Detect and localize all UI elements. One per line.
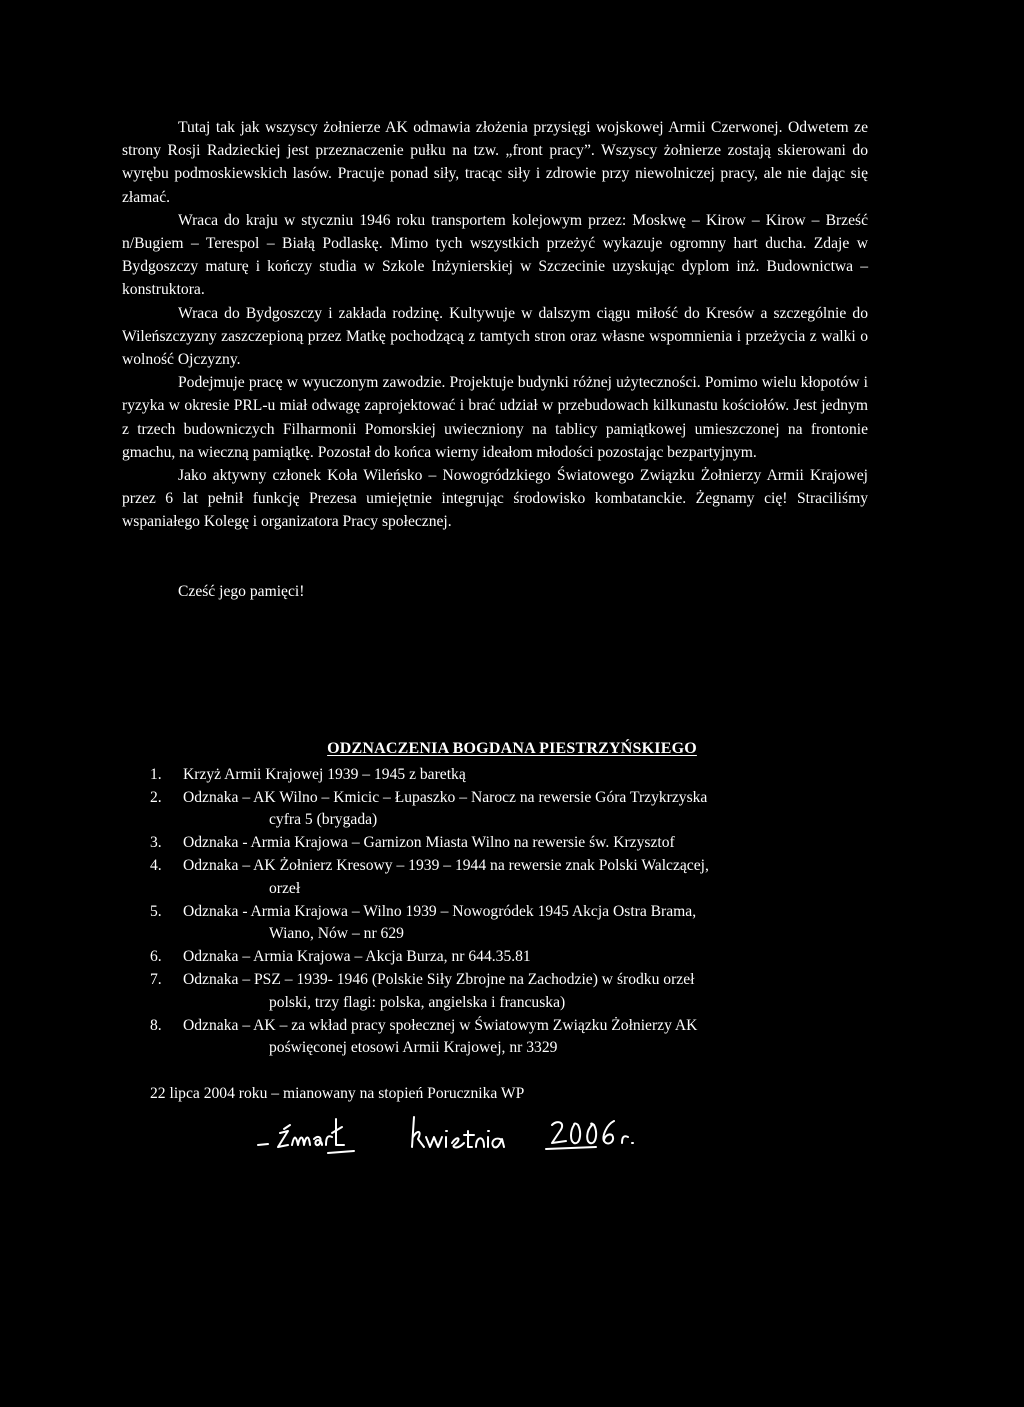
item-number: 1. — [150, 766, 162, 783]
paragraph: Tutaj tak jak wszyscy żołnierze AK odmawia złożenia przysięgi wojskowej Armii Czerwonej. Odwetem ze strony Rosji Radzieckiej jest przeznaczenie pułku na tzw. „front pracy”. Wszyscy żołnierze zostają skierowani do wyrębu podmoskiewskich lasów. Pracuje ponad siły, tracąc siły i zdrowie przy niewolniczej pracy, ale nie dając się złamać. — [122, 119, 868, 206]
list-item — [150, 787, 890, 832]
awards-heading: ODZNACZENIA BOGDANA PIESTRZYŃSKIEGO — [327, 740, 697, 757]
paragraph: Wraca do Bydgoszczy i zakłada rodzinę. Kultywuje w dalszym ciągu miłość do Kresów a szczególnie do Wileńszczyzny zaszczepioną przez Matkę pochodzącą z tamtych stron oraz własne wspomnienia i przeżycia z walki o wolność Ojczyzny. — [122, 304, 868, 369]
item-text: Odznaka – PSZ – 1939- 1946 (Polskie Siły Zbrojne na Zachodzie) w środku orzeł — [183, 971, 695, 989]
item-number: 3. — [150, 834, 162, 852]
list-item — [150, 946, 890, 968]
list-item — [150, 901, 890, 946]
item-continuation: Wiano, Nów – nr 629 — [269, 925, 404, 943]
item-continuation: cyfra 5 (brygada) — [269, 811, 378, 829]
closing-line: Cześć jego pamięci! — [178, 583, 305, 600]
awards-list — [150, 764, 890, 1060]
item-number: 2. — [150, 789, 162, 806]
item-text: Odznaka - Armia Krajowa – Wilno 1939 – Nowogródek 1945 Akcja Ostra Brama, — [183, 902, 697, 920]
item-continuation: poświęconej etosowi Armii Krajowej, nr 3329 — [269, 1039, 558, 1057]
item-text: Krzyż Armii Krajowej 1939 – 1945 z baretką — [183, 766, 466, 783]
list-item — [150, 855, 890, 900]
item-text: Odznaka – AK Żołnierz Kresowy – 1939 – 1944 na rewersie znak Polski Walczącej, — [183, 857, 709, 875]
paragraph: Wraca do kraju w styczniu 1946 roku transportem kolejowym przez: Moskwę – Kirow – Kirow – Brześć n/Bugiem – Terespol – Białą Podlaskę. Mimo tych wszystkich przeżyć wykazuje ogromny hart ducha. Zdaje w Bydgoszczy maturę i kończy studia w Szkole Inżynierskiej w Szczecinie uzyskując dyplom inż. Budownictwa – konstruktora. — [122, 211, 868, 299]
promotion-line: 22 lipca 2004 roku – mianowany na stopień Porucznika WP — [150, 1085, 525, 1102]
handwritten-note — [256, 1109, 656, 1161]
item-continuation: orzeł — [269, 879, 301, 897]
item-continuation: polski, trzy flagi: polska, angielska i francuska) — [269, 993, 566, 1011]
list-item — [150, 1015, 890, 1060]
paragraph: Podejmuje pracę w wyuczonym zawodzie. Projektuje budynki różnej użyteczności. Pomimo wielu kłopotów i ryzyka w okresie PRL-u miał odwagę zaprojektować i brać udział w przebudowach kilkunastu kościołów. Jest jednym z trzech budowniczych Filharmonii Pomorskiej uwieczniony na tablicy pamiątkowej umieszczonej na frontonie gmachu, na wieczną pamiątkę. Pozostał do końca wierny ideałom młodości pozostając bezpartyjnym. — [122, 374, 868, 461]
item-text: Odznaka – AK – za wkład pracy społecznej w Światowym Związku Żołnierzy AK — [183, 1016, 698, 1034]
item-number: 6. — [150, 948, 162, 966]
list-item — [150, 764, 890, 786]
list-item — [150, 969, 890, 1014]
item-text: Odznaka – AK Wilno – Kmicic – Łupaszko – Narocz na rewersie Góra Trzykrzyska — [183, 789, 708, 806]
item-text: Odznaka - Armia Krajowa – Garnizon Miasta Wilno na rewersie św. Krzysztof — [183, 834, 675, 852]
item-number: 5. — [150, 902, 162, 920]
item-text: Odznaka – Armia Krajowa – Akcja Burza, nr 644.35.81 — [183, 948, 531, 966]
biography-text — [122, 116, 868, 534]
paragraph: Jako aktywny członek Koła Wileńsko – Nowogródzkiego Światowego Związku Żołnierzy Armii Krajowej przez 6 lat pełnił funkcję Prezesa umiejętnie integrując środowisko kombatanckie. Żegnamy cię! Straciliśmy wspaniałego Kolegę i organizatora Pracy społecznej. — [122, 467, 868, 531]
item-number: 7. — [150, 971, 162, 989]
item-number: 4. — [150, 857, 162, 875]
item-number: 8. — [150, 1016, 162, 1034]
list-item — [150, 832, 890, 854]
